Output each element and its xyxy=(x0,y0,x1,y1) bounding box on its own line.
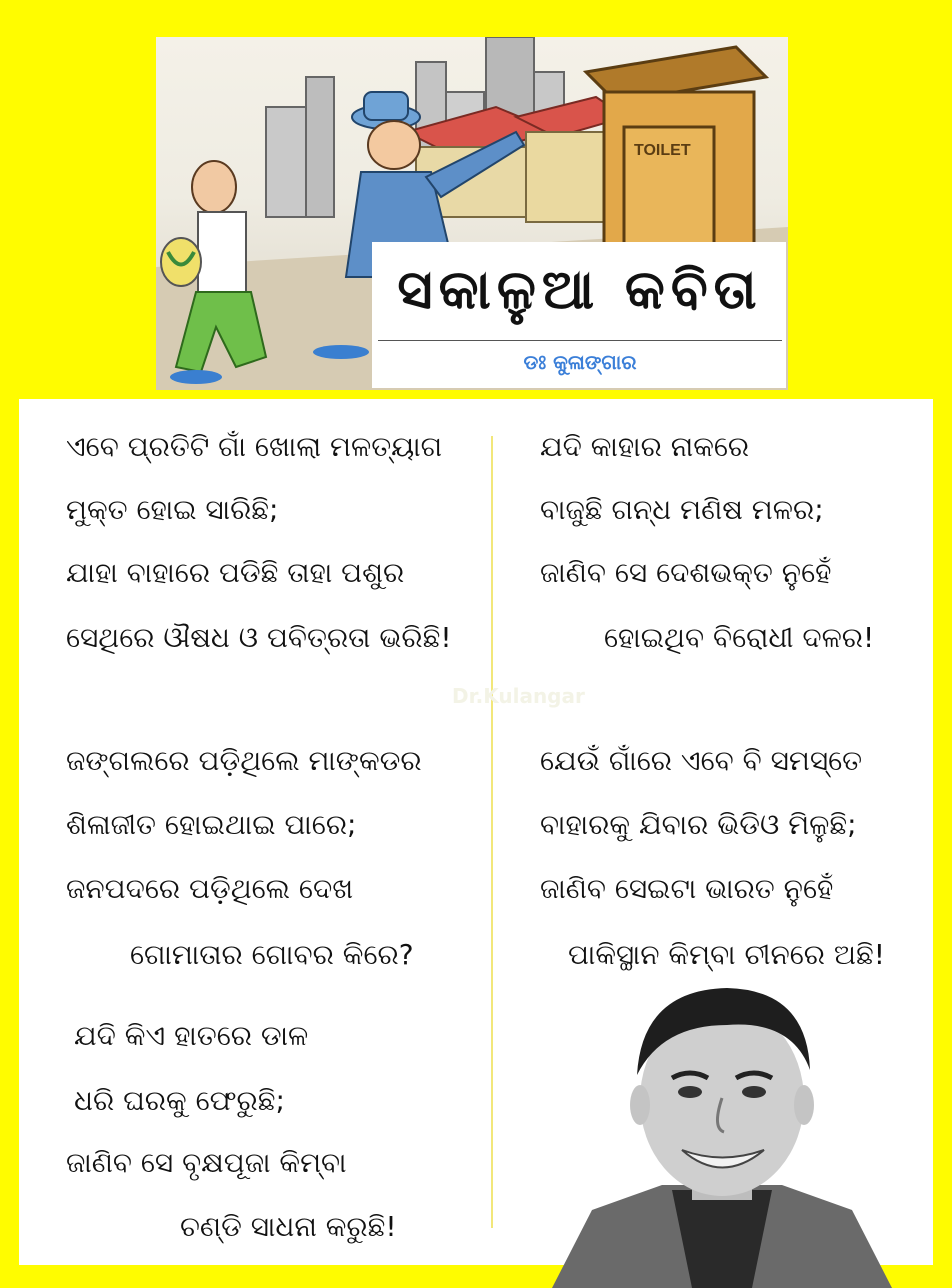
author-byline: ଡଃ କୁଳାଙ୍ଗାର xyxy=(523,350,637,374)
poem-line: ମୁକ୍ତ ହୋଇ ସାରିଛି; xyxy=(66,493,279,526)
poem-line: ଧରି ଘରକୁ ଫେରୁଛି; xyxy=(74,1084,285,1117)
poem-line: ଶିଳାଜୀତ ହୋଇଥାଇ ପାରେ; xyxy=(66,808,357,841)
poem-line: ଯେଉଁ ଗାଁରେ ଏବେ ବି ସମସ୍ତେ xyxy=(540,744,863,777)
title-divider xyxy=(378,340,782,341)
poem-line: ଜଙ୍ଗଲରେ ପଡ଼ିଥିଲେ ମାଙ୍କଡର xyxy=(66,744,422,777)
poem-line: ଯାହା ବାହାରେ ପଡିଛି ତାହା ପଶୁର xyxy=(66,556,405,589)
poem-line: ଯଦି କିଏ ହାତରେ ଡାଳ xyxy=(74,1019,309,1052)
poem-line: ପାକିସ୍ଥାନ କିମ୍ବା ଚୀନରେ ଅଛି! xyxy=(568,938,885,971)
cartoon-illustration xyxy=(156,37,788,390)
poem-line: ହୋଇଥିବ ବିରୋଧୀ ଦଳର! xyxy=(604,621,875,654)
poem-line: ଜାଣିବ ସେଇଟା ଭାରତ ନୁହେଁ xyxy=(540,872,834,905)
poem-line: ଜାଣିବ ସେ ବୃକ୍ଷପୂଜା କିମ୍ବା xyxy=(66,1146,347,1179)
poem-line: ଯଦି କାହାର ନାକରେ xyxy=(540,430,750,463)
title-card xyxy=(372,242,786,388)
poem-line: ଚଣ୍ଡି ସାଧନା କରୁଛି! xyxy=(180,1210,397,1243)
author-photo xyxy=(532,980,912,1288)
watermark: Dr.Kulangar xyxy=(452,684,585,708)
poem-title: ସକାଳୁଆ କବିତା xyxy=(397,258,763,321)
poem-line: ଗୋମାତାର ଗୋବର କିରେ? xyxy=(130,938,414,971)
poem-line: ବାଜୁଛି ଗନ୍ଧ ମଣିଷ ମଳର; xyxy=(540,493,824,526)
poem-line: ଜନପଦରେ ପଡ଼ିଥିଲେ ଦେଖ xyxy=(66,872,354,905)
poem-line: ସେଥିରେ ଔଷଧ ଓ ପବିତ୍ରତା ଭରିଛି! xyxy=(66,621,452,654)
poem-line: ଏବେ ପ୍ରତିଟି ଗାଁ ଖୋଲା ମଳତ୍ୟାଗ xyxy=(66,430,443,463)
poem-line: ଜାଣିବ ସେ ଦେଶଭକ୍ତ ନୁହେଁ xyxy=(540,556,832,589)
author-portrait xyxy=(532,980,912,1288)
toilet-sign-label: TOILET xyxy=(634,142,691,159)
poem-line: ବାହାରକୁ ଯିବାର ଭିଡିଓ ମିଳୁଛି; xyxy=(540,808,857,841)
column-divider xyxy=(491,436,493,1228)
